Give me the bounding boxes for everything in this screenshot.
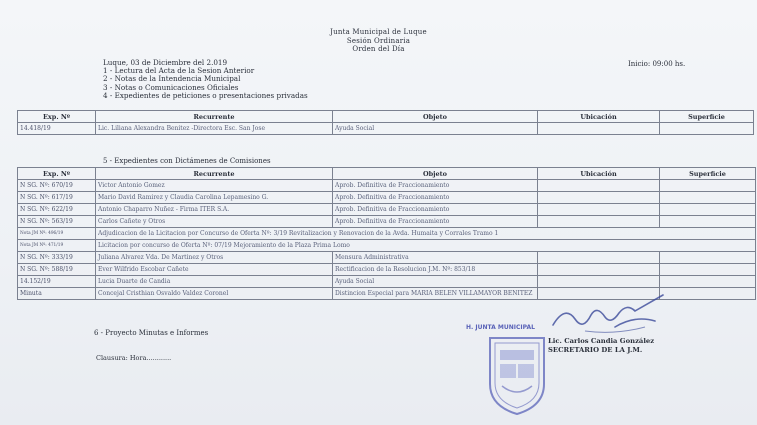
- cell-exp: N SG. Nº: 333/19: [18, 252, 96, 264]
- col-recurrente: Recurrente: [96, 111, 333, 123]
- section-6-title: 6 - Proyecto Minutas e Informes: [94, 329, 209, 337]
- cell-exp: N SG. Nº: 563/19: [18, 216, 96, 228]
- cell-objeto: Aprob. Definitiva de Fraccionamiento: [333, 192, 538, 204]
- table-header-row: [18, 111, 754, 123]
- cell-recurrente: Carlos Cañete y Otros: [96, 216, 333, 228]
- cell-ubicacion: [538, 216, 660, 228]
- cell-exp: N SG. Nº: 588/19: [18, 264, 96, 276]
- cell-superficie: [660, 264, 756, 276]
- cell-superficie: [660, 192, 756, 204]
- session-date: Luque, 03 de Diciembre del 2.019: [103, 58, 228, 67]
- col-exp: Exp. Nº: [18, 111, 96, 123]
- cell-superficie: [660, 216, 756, 228]
- cell-recurrente: Lucia Duarte de Candia: [96, 276, 333, 288]
- agenda-item-3: 3 - Notas o Comunicaciones Oficiales: [103, 82, 239, 92]
- cell-recurrente: Ever Wilfrido Escobar Cañete: [96, 264, 333, 276]
- table-row: [18, 252, 756, 264]
- col-exp: Exp. Nº: [18, 168, 96, 180]
- cell-description: Licitacion por concurso de Oferta Nº: 07/19 Mejoramiento de la Plaza Prima Lomo: [96, 240, 756, 252]
- cell-objeto: Ayuda Social: [333, 123, 538, 135]
- cell-ubicacion: [538, 180, 660, 192]
- cell-ubicacion: [538, 123, 660, 135]
- header-line-3: Orden del Día: [352, 45, 405, 53]
- cell-recurrente: Concejal Cristhian Osvaldo Valdez Coronel: [96, 288, 333, 300]
- cell-objeto: Distincion Especial para MARIA BELEN VILLAMAYOR BENITEZ: [333, 288, 538, 300]
- table-row: [18, 180, 756, 192]
- agenda-item-1: 1 - Lectura del Acta de la Sesion Anterior: [103, 66, 255, 76]
- cell-objeto: Rectificacion de la Resolucion J.M. Nº: 853/18: [333, 264, 538, 276]
- cell-exp: Nota JM Nº: 471/19: [18, 240, 96, 252]
- cell-ubicacion: [538, 204, 660, 216]
- cell-ubicacion: [538, 252, 660, 264]
- cell-ubicacion: [538, 192, 660, 204]
- signatory-name: Lic. Carlos Candia González: [548, 337, 655, 345]
- cell-superficie: [660, 180, 756, 192]
- clausura-line: Clausura: Hora............: [96, 354, 172, 362]
- cell-superficie: [660, 204, 756, 216]
- cell-exp: N SG. Nº: 670/19: [18, 180, 96, 192]
- col-recurrente: Recurrente: [96, 168, 333, 180]
- col-ubicacion: Ubicación: [538, 111, 660, 123]
- cell-recurrente: Antonio Chaparro Nuñez - Firma ITER S.A.: [96, 204, 333, 216]
- cell-objeto: Aprob. Definitiva de Fraccionamiento: [333, 216, 538, 228]
- cell-objeto: Aprob. Definitiva de Fraccionamiento: [333, 204, 538, 216]
- start-time: Inicio: 09:00 hs.: [628, 60, 686, 68]
- col-ubicacion: Ubicación: [538, 168, 660, 180]
- table-row: [18, 240, 756, 252]
- table-row: [18, 192, 756, 204]
- cell-objeto: Mensura Administrativa: [333, 252, 538, 264]
- cell-exp: Minuta: [18, 288, 96, 300]
- cell-description: Adjudicacion de la Licitacion por Concurso de Oferta Nº: 3/19 Revitalizacion y Renovacion de la Avda. Humaita y Corrales Tramo 1: [96, 228, 756, 240]
- agenda-item-2: 2 - Notas de la Intendencia Municipal: [103, 74, 241, 84]
- cell-superficie: [660, 252, 756, 264]
- petitions-table: [17, 110, 754, 135]
- signatory-title: SECRETARIO DE LA J.M.: [548, 346, 643, 354]
- cell-recurrente: Mario David Ramirez y Claudia Carolina Lepamesino G.: [96, 192, 333, 204]
- signature-icon: [545, 285, 675, 345]
- col-superficie: Superficie: [660, 111, 754, 123]
- cell-objeto: Ayuda Social: [333, 276, 538, 288]
- table-header-row: [18, 168, 756, 180]
- municipal-seal-icon: [486, 334, 548, 416]
- agenda-item-4: 4 - Expedientes de peticiones o presentaciones privadas: [103, 90, 308, 100]
- cell-recurrente: Juliana Alvarez Vda. De Martinez y Otros: [96, 252, 333, 264]
- col-objeto: Objeto: [333, 168, 538, 180]
- cell-recurrente: Lic. Liliana Alexandra Benitez -Directora Esc. San Jose: [96, 123, 333, 135]
- col-objeto: Objeto: [333, 111, 538, 123]
- table-row: [18, 216, 756, 228]
- cell-objeto: Aprob. Definitiva de Fraccionamiento: [333, 180, 538, 192]
- cell-recurrente: Victor Antonio Gomez: [96, 180, 333, 192]
- col-superficie: Superficie: [660, 168, 756, 180]
- cell-exp: 14.418/19: [18, 123, 96, 135]
- cell-superficie: [660, 123, 754, 135]
- cell-exp: N SG. Nº: 622/19: [18, 204, 96, 216]
- table-row: [18, 123, 754, 135]
- cell-ubicacion: [538, 264, 660, 276]
- section-5-title: 5 - Expedientes con Dictámenes de Comisiones: [103, 157, 271, 165]
- document-header: [0, 28, 757, 54]
- stamp-label: H. JUNTA MUNICIPAL: [466, 324, 535, 331]
- signatory: [548, 337, 654, 355]
- dictamenes-table: [17, 167, 756, 300]
- cell-exp: 14.152/19: [18, 276, 96, 288]
- table-row: [18, 264, 756, 276]
- agenda-meta: [103, 59, 308, 100]
- table-row: [18, 228, 756, 240]
- cell-exp: N SG. Nº: 617/19: [18, 192, 96, 204]
- cell-exp: Nota JM Nº: 496/19: [18, 228, 96, 240]
- header-line-2: Sesión Ordinaria: [346, 36, 411, 45]
- header-line-1: Junta Municipal de Luque: [330, 28, 427, 36]
- table-row: [18, 204, 756, 216]
